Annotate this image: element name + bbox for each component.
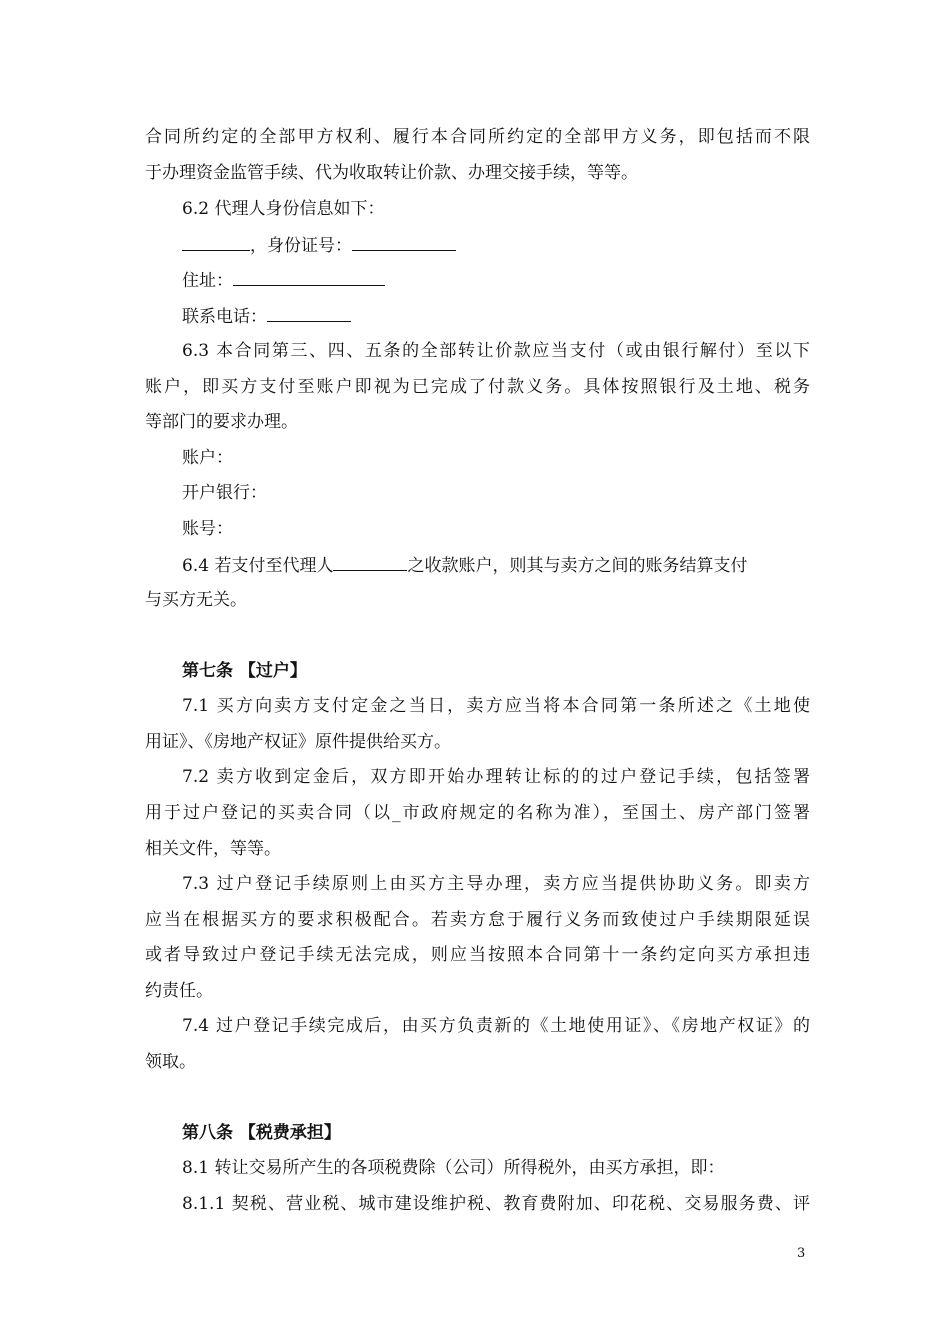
bank-label: 开户银行：	[182, 483, 267, 503]
agent-name-blank[interactable]	[182, 233, 250, 251]
address-label: 住址：	[182, 271, 233, 291]
article-7-heading: 第七条 【过户】	[182, 661, 307, 681]
paragraph-line: 用证》、《房地产权证》原件提供给买方。	[145, 732, 451, 752]
clause-8-1: 8.1 转让交易所产生的各项税费除（公司）所得税外，由买方承担，即：	[182, 1158, 725, 1178]
phone-blank[interactable]	[267, 304, 351, 322]
clause-6-3: 6.3 本合同第三、四、五条的全部转让价款应当支付（或由银行解付）至以下	[182, 341, 810, 361]
agent-name-id-line	[182, 233, 810, 257]
paragraph-line: 账户，即买方支付至账户即视为已完成了付款义务。具体按照银行及土地、税务	[145, 377, 810, 397]
clause-6-4-text-b: 之收款账户，则其与卖方之间的账务结算支付	[407, 556, 748, 576]
id-number-blank[interactable]	[352, 233, 456, 251]
clause-6-2: 6.2 代理人身份信息如下：	[182, 199, 385, 219]
clause-6-4-text-a: 6.4 若支付至代理人	[182, 556, 334, 576]
paragraph-line: 等部门的要求办理。	[145, 412, 298, 432]
clause-8-1-1: 8.1.1 契税、营业税、城市建设维护税、教育费附加、印花税、交易服务费、评	[182, 1194, 810, 1214]
paragraph-line: 与买方无关。	[145, 590, 247, 610]
paragraph-line: 应当在根据买方的要求积极配合。若卖方怠于履行义务而致使过户手续期限延误	[145, 910, 810, 930]
clause-7-3: 7.3 过户登记手续原则上由买方主导办理，卖方应当提供协助义务。即卖方	[182, 874, 810, 894]
address-blank[interactable]	[233, 268, 385, 286]
article-8-heading: 第八条 【税费承担】	[182, 1123, 341, 1143]
clause-7-4: 7.4 过户登记手续完成后，由买方负责新的《土地使用证》、《房地产权证》的	[182, 1016, 810, 1036]
clause-7-1: 7.1 买方向卖方支付定金之当日，卖方应当将本合同第一条所述之《土地使	[182, 696, 810, 716]
clause-7-2: 7.2 卖方收到定金后，双方即开始办理转让标的的过户登记手续，包括签署	[182, 767, 810, 787]
paragraph-line: 合同所约定的全部甲方权利、履行本合同所约定的全部甲方义务，即包括而不限	[145, 127, 810, 147]
account-number-label: 账号：	[182, 519, 233, 539]
id-number-label: ，身份证号：	[250, 236, 352, 256]
page-number: 3	[797, 1246, 806, 1261]
account-label: 账户：	[182, 448, 233, 468]
paragraph-line: 或者导致过户登记手续无法完成，则应当按照本合同第十一条约定向买方承担违	[145, 945, 810, 965]
address-line	[182, 268, 810, 292]
paragraph-line: 于办理资金监管手续、代为收取转让价款、办理交接手续，等等。	[145, 163, 638, 183]
clause-6-4	[182, 553, 810, 577]
paragraph-line: 用于过户登记的买卖合同（以_市政府规定的名称为准），至国土、房产部门签署	[145, 803, 810, 823]
paragraph-line: 领取。	[145, 1052, 196, 1072]
phone-line	[182, 304, 810, 328]
phone-label: 联系电话：	[182, 307, 267, 327]
paragraph-line: 相关文件，等等。	[145, 839, 281, 859]
paragraph-line: 约责任。	[145, 981, 213, 1001]
agent-blank[interactable]	[333, 553, 407, 571]
